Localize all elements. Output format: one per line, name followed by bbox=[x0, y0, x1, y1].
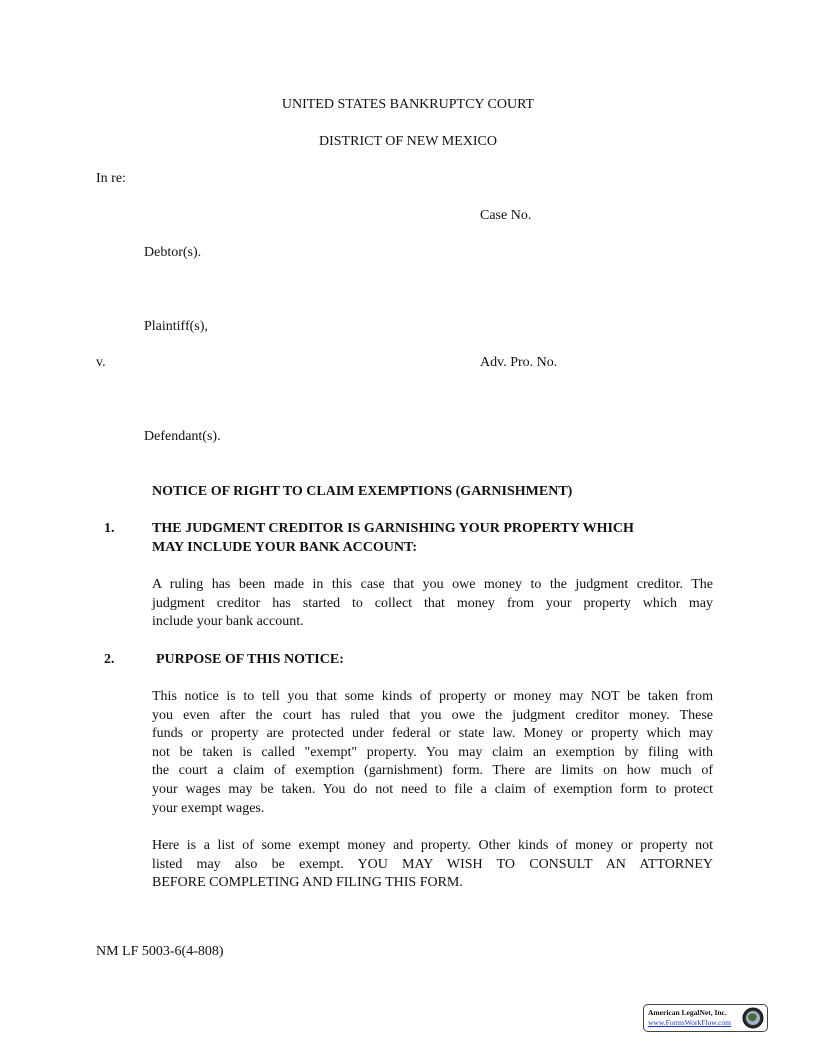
court-district: DISTRICT OF NEW MEXICO bbox=[319, 134, 497, 149]
section1-body bbox=[152, 576, 713, 632]
section2-body2 bbox=[152, 837, 713, 893]
body-line: you even after the court has ruled that you owe the judgment creditor money. These bbox=[152, 707, 713, 723]
body-line: the court a claim of exemption (garnishment) form. There are limits on how much of bbox=[152, 763, 713, 779]
section1-heading-line1: THE JUDGMENT CREDITOR IS GARNISHING YOUR PROPERTY WHICH bbox=[152, 521, 634, 536]
body-line: Here is a list of some exempt money and property. Other kinds of money or property not bbox=[152, 838, 713, 853]
versus-label: v. bbox=[96, 355, 106, 370]
section2-heading: PURPOSE OF THIS NOTICE: bbox=[156, 652, 344, 667]
body-line: funds or property are protected under federal or state law. Money or property which may bbox=[152, 726, 713, 742]
badge-company-name: American LegalNet, Inc. bbox=[648, 1008, 727, 1017]
body-line: not be taken is called "exempt" property. You may claim an exemption by filing with bbox=[152, 744, 713, 760]
plaintiff-label: Plaintiff(s), bbox=[144, 319, 208, 334]
notice-title: NOTICE OF RIGHT TO CLAIM EXEMPTIONS (GARNISHMENT) bbox=[152, 484, 573, 499]
case-no-label: Case No. bbox=[480, 208, 532, 223]
section1-number: 1. bbox=[104, 521, 115, 536]
badge-url-link[interactable]: www.FormsWorkFlow.com bbox=[648, 1018, 732, 1027]
in-re-label: In re: bbox=[96, 171, 126, 186]
body-line: include your bank account. bbox=[152, 614, 304, 630]
body-line: This notice is to tell you that some kinds of property or money may NOT be taken from bbox=[152, 689, 713, 704]
form-id: NM LF 5003-6(4-808) bbox=[96, 944, 224, 959]
body-line: A ruling has been made in this case that you owe money to the judgment creditor. The bbox=[152, 577, 713, 592]
body-line: judgment creditor has started to collect that money from your property which may bbox=[152, 595, 713, 611]
formsworkflow-badge[interactable] bbox=[643, 1004, 768, 1032]
body-line: your exempt wages. bbox=[152, 800, 265, 816]
section2-number: 2. bbox=[104, 652, 115, 667]
section1-heading-line2: MAY INCLUDE YOUR BANK ACCOUNT: bbox=[152, 540, 417, 555]
adv-pro-no-label: Adv. Pro. No. bbox=[480, 355, 558, 370]
defendant-label: Defendant(s). bbox=[144, 429, 221, 444]
body-line: BEFORE COMPLETING AND FILING THIS FORM. bbox=[152, 875, 463, 891]
court-title: UNITED STATES BANKRUPTCY COURT bbox=[281, 97, 535, 112]
debtor-label: Debtor(s). bbox=[144, 245, 202, 260]
section2-body1 bbox=[152, 688, 713, 818]
globe-logo-icon bbox=[742, 1007, 764, 1029]
body-line: your wages may be taken. You do not need to file a claim of exemption form to protect bbox=[152, 781, 713, 797]
body-line: listed may also be exempt. YOU MAY WISH TO CONSULT AN ATTORNEY bbox=[152, 856, 713, 872]
